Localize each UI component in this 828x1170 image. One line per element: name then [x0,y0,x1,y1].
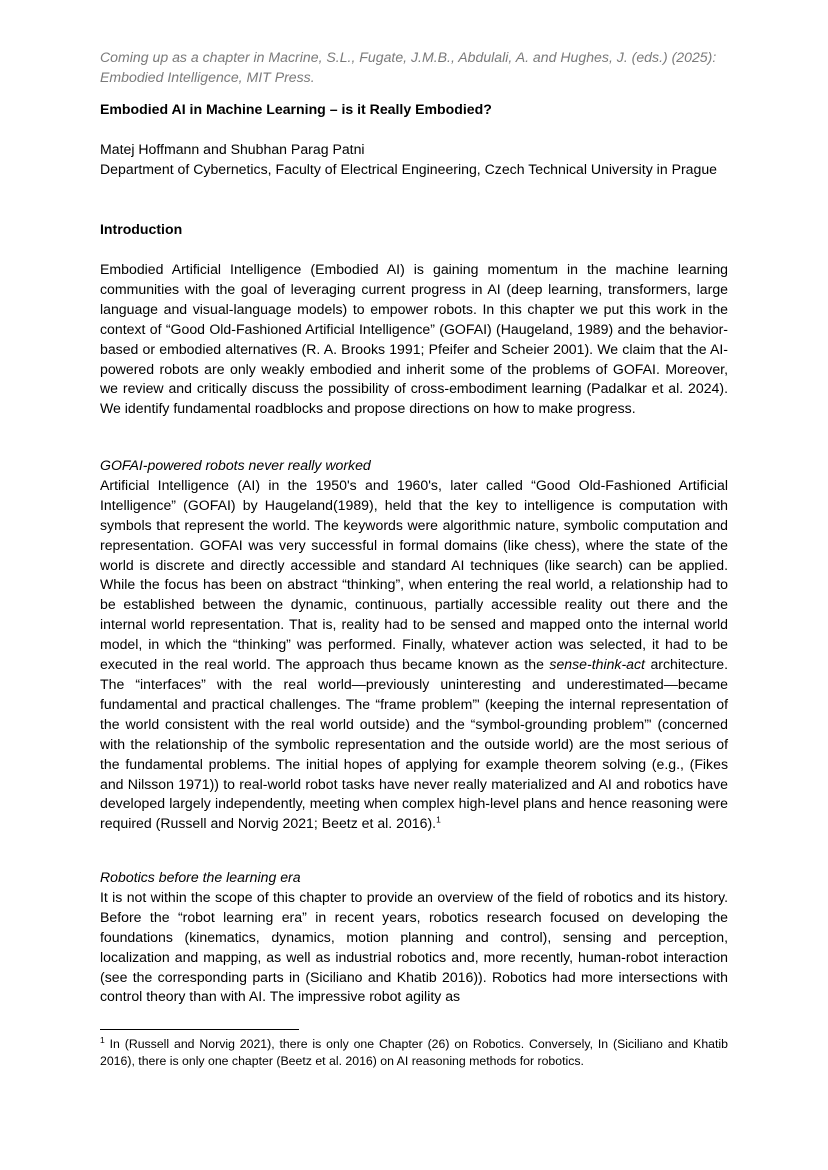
footnote-reference: 1 [436,814,441,825]
paper-title: Embodied AI in Machine Learning – is it Really Embodied? [100,101,492,117]
section-heading-introduction: Introduction [100,221,183,237]
intro-paragraph: Embodied Artificial Intelligence (Embodied AI) is gaining momentum in the machine learning communities with the goal of leveraging current progress in AI (deep learning, transformers, large language and visual-language models) to empower robots. In this chapter we put this work in the context of “Good Old-Fashioned Artificial Intelligence” (GOFAI) (Haugeland, 1989) and the behavior-based or embodied alternatives (R. A. Brooks 1991; Pfeifer and Scheier 2001). We claim that the AI-powered robots are only weakly embodied and inherit some of the problems of GOFAI. Moreover, we review and critically discuss the possibility of cross-embodiment learning (Padalkar et al. 2024). We identify fundamental roadblocks and propose directions on how to make progress. [100,261,728,417]
affiliation: Department of Cybernetics, Faculty of Electrical Engineering, Czech Technical University in Prague [100,160,718,177]
section-robotics [100,868,728,1007]
gofai-text-b: architecture. The “interfaces” with the real world—previously uninteresting and underestimated—became fundamental and practical challenges. The “frame problem”' (keeping the internal representation of the world consistent with the real world outside) and the “symbol-grounding problem”' (concerned with the relationship of the symbolic representation and the outside world) are the most serious of the fundamental problems. The initial hopes of applying for example theorem solving (e.g., (Fikes and Nilsson 1971)) to real-world robot tasks have never really materialized and AI and robotics have developed largely independently, meeting when complex high-level plans and hence reasoning were required (Russell and Norvig 2021; Beetz et al. 2016). [100,656,728,832]
gofai-paragraph [100,476,728,834]
footnote-text: In (Russell and Norvig 2021), there is only one Chapter (26) on Robotics. Conversely, In (Siciliano and Khatib 2016), there is only one chapter (Beetz et al. 2016) on AI reasoning methods for robotics. [100,1037,728,1068]
author-block [100,140,728,180]
robotics-paragraph: It is not within the scope of this chapter to provide an overview of the field of robotics and its history. Before the “robot learning era” in recent years, robotics research focused on developing the foundations (kinematics, dynamics, motion planning and control), sensing and perception, localization and mapping, as well as industrial robotics and, more recently, human-robot interaction (see the corresponding parts in (Siciliano and Khatib 2016)). Robotics had more intersections with control theory than with AI. The impressive robot agility as [100,888,728,1005]
gofai-emphasis: sense-think-act [549,656,645,673]
gofai-text-a: Artificial Intelligence (AI) in the 1950's and 1960's, later called “Good Old-Fashioned Artificial Intelligence” (GOFAI) by Haugeland(1989), held that the key to intelligence is computation with symbols that represent the world. The keywords were algorithmic nature, symbolic computation and representation. GOFAI was very successful in formal domains (like chess), where the state of the world is discrete and directly accessible and standard AI techniques (like search) can be applied. While the focus has been on abstract “thinking”, when entering the real world, a relationship had to be established between the dynamic, continuous, partially accessible reality out there and the internal world representation. That is, reality had to be sensed and mapped onto the internal world model, in which the “thinking” was performed. Finally, whatever action was selected, it had to be executed in the real world. The approach thus became known as the [100,476,728,673]
paper-page [100,48,728,1005]
publication-note: Coming up as a chapter in Macrine, S.L., Fugate, J.M.B., Abdulali, A. and Hughes, J. (eds.) (2025): Embodied Intelligence, MIT Press. [100,49,717,85]
subheading-robotics: Robotics before the learning era [100,869,301,885]
footnote-separator [100,1029,299,1030]
footnote-marker: 1 [100,1034,105,1045]
footnote [100,1036,728,1070]
section-gofai [100,456,728,834]
author-names: Matej Hoffmann and Shubhan Parag Patni [100,141,365,157]
subheading-gofai: GOFAI-powered robots never really worked [100,457,371,473]
